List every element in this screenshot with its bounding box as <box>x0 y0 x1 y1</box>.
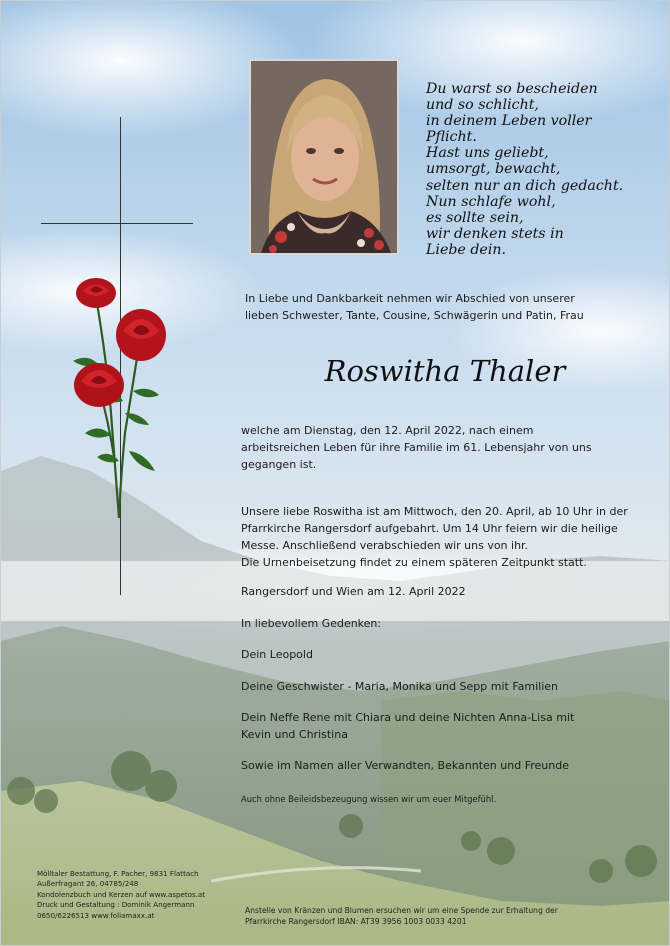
poem-line: selten nur an dich gedacht. <box>426 177 624 194</box>
funeral-line: Messe. Anschließend verabschieden wir uns von ihr. <box>241 539 529 552</box>
poem-line: und so schlicht, <box>426 97 539 114</box>
intro-line: lieben Schwester, Tante, Cousine, Schwägerin und Patin, Frau <box>245 309 584 322</box>
donation-line: Pfarrkirche Rangersdorf IBAN: AT39 3956 1003 0033 4201 <box>245 916 467 926</box>
mourner-siblings: Deine Geschwister - Maria, Monika und Sepp mit Familien <box>241 680 559 693</box>
imprint-line: Kondolenzbuch und Kerzen auf www.aspetos.at <box>37 889 206 899</box>
poem-line: es sollte sein, <box>426 209 524 226</box>
poem-line: Liebe dein. <box>426 241 507 258</box>
condolence-note: Auch ohne Beileidsbezeugung wissen wir um euer Mitgefühl. <box>241 794 497 804</box>
intro-text <box>245 290 645 324</box>
imprint-line: Mölltaler Bestattung, F. Pacher, 9831 Flattach <box>37 869 199 878</box>
greeting: In liebevollem Gedenken: <box>241 617 382 630</box>
death-notice <box>241 422 651 473</box>
deceased-name: Roswitha Thaler <box>324 354 566 388</box>
mourner-others: Sowie im Namen aller Verwandten, Bekannten und Freunde <box>241 759 569 772</box>
imprint <box>37 869 205 921</box>
donation-line: Anstelle von Kränzen und Blumen ersuchen wir um eine Spende zur Erhaltung der <box>245 906 558 915</box>
mourner-nephews-line: Dein Neffe Rene mit Chiara und deine Nichten Anna-Lisa mit <box>241 711 575 724</box>
red-roses-illustration <box>63 273 173 523</box>
poem-line: Pflicht. <box>426 129 477 146</box>
death-line: arbeitsreichen Leben für ihre Familie im 61. Lebensjahr von uns <box>241 441 592 454</box>
mourner-partner: Dein Leopold <box>241 648 313 661</box>
funeral-details <box>241 503 661 571</box>
place-date: Rangersdorf und Wien am 12. April 2022 <box>241 585 466 598</box>
poem-line: umsorgt, bewacht, <box>426 161 561 178</box>
portrait-photo <box>249 59 399 255</box>
imprint-line: Druck und Gestaltung : Dominik Angermann <box>37 900 195 910</box>
funeral-line: Pfarrkirche Rangersdorf aufgebahrt. Um 14 Uhr feiern wir die heilige <box>241 522 618 535</box>
death-line: welche am Dienstag, den 12. April 2022, nach einem <box>241 424 534 437</box>
poem-line: Nun schlafe wohl, <box>426 193 556 210</box>
donation-request <box>245 906 558 927</box>
poem-line: wir denken stets in <box>426 225 564 242</box>
imprint-line: Außerfragant 26, 04785/248 <box>37 879 139 889</box>
funeral-line: Die Urnenbeisetzung findet zu einem späteren Zeitpunkt statt. <box>241 556 587 569</box>
portrait-figure <box>251 61 397 253</box>
poem <box>426 81 656 258</box>
death-line: gegangen ist. <box>241 458 317 471</box>
mourner-nephews <box>241 709 651 743</box>
imprint-line: 0650/6226513 www.foliamaxx.at <box>37 910 155 920</box>
poem-line: Du warst so bescheiden <box>426 81 598 97</box>
poem-line: Hast uns geliebt, <box>426 145 549 162</box>
intro-line: In Liebe und Dankbarkeit nehmen wir Abschied von unserer <box>245 292 575 305</box>
cross-horizontal-line <box>41 223 193 224</box>
mourner-nephews-line: Kevin und Christina <box>241 728 348 741</box>
poem-line: in deinem Leben voller <box>426 113 592 130</box>
funeral-line: Unsere liebe Roswitha ist am Mittwoch, den 20. April, ab 10 Uhr in der <box>241 505 628 518</box>
